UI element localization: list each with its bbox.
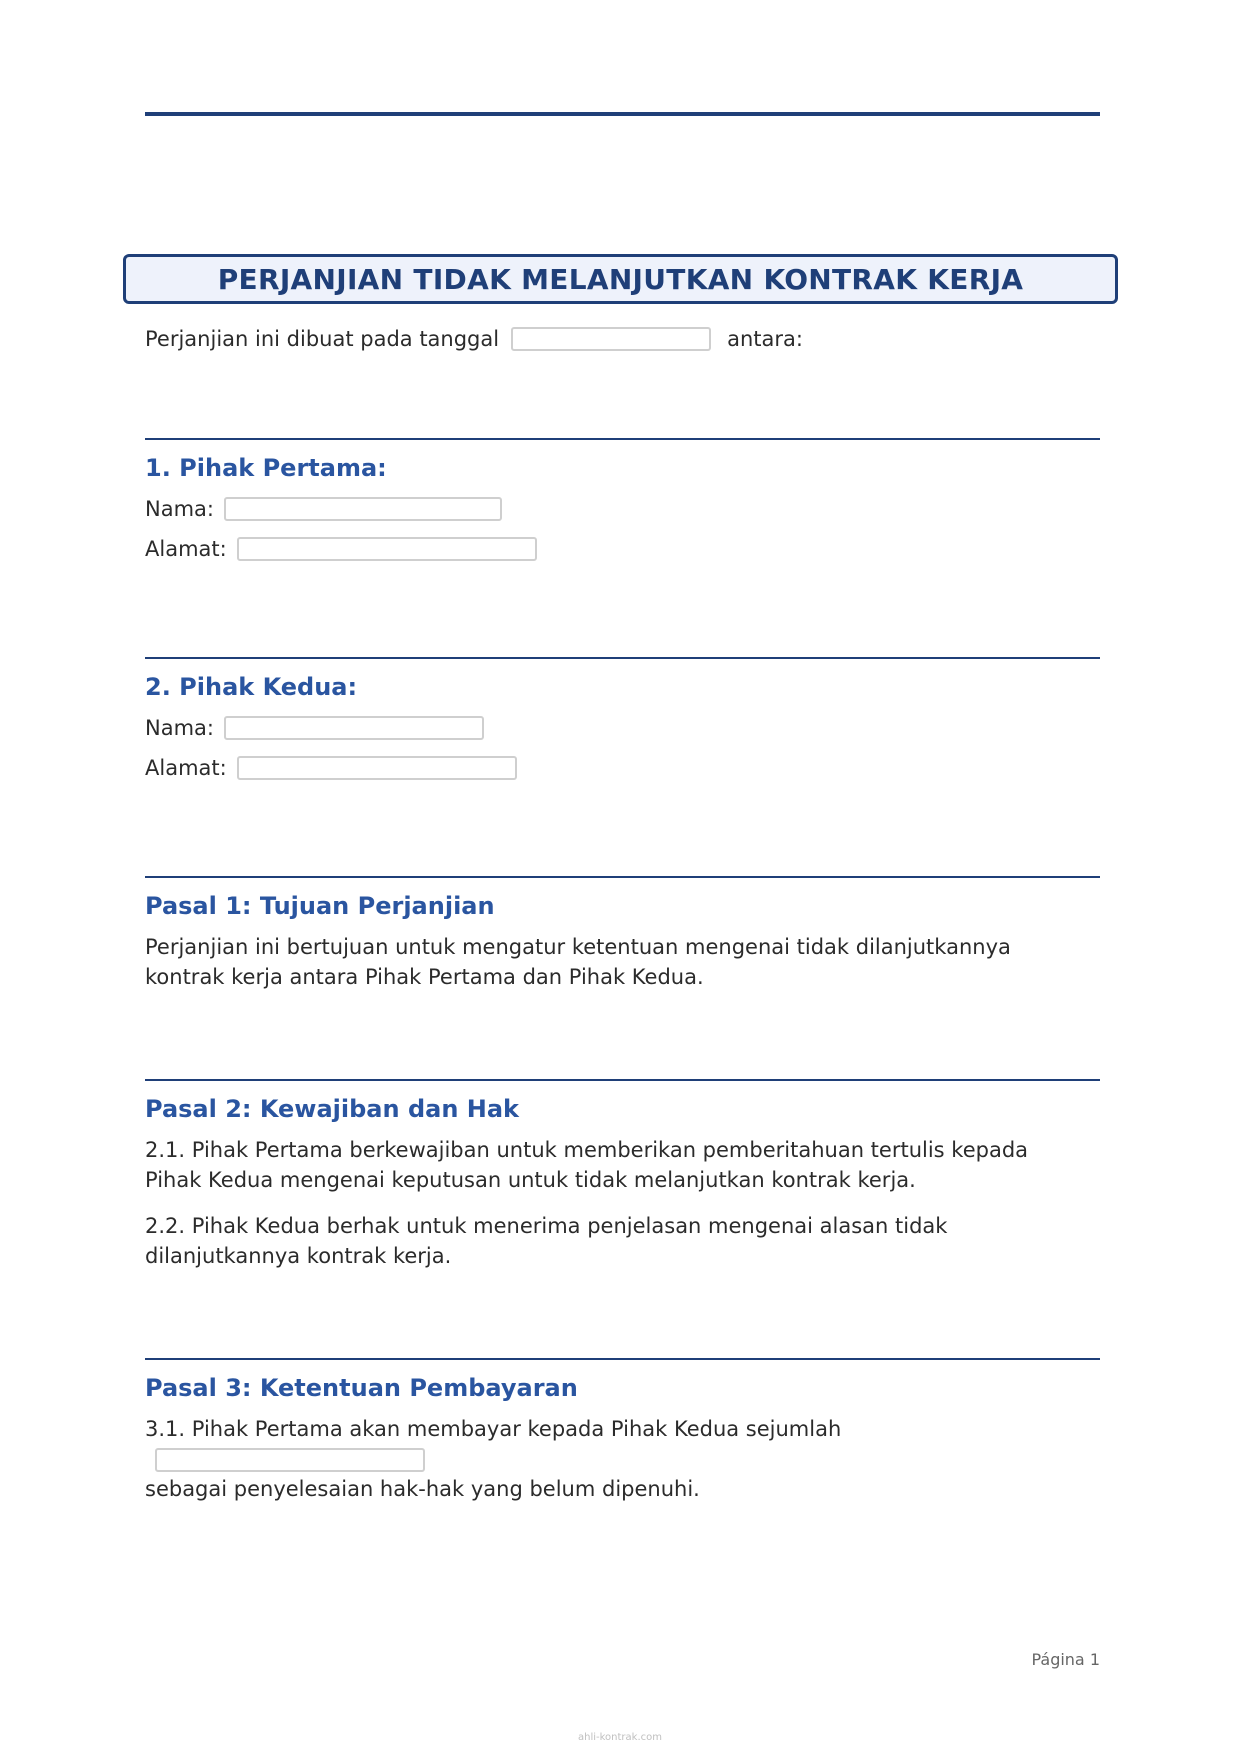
- pihak-kedua-alamat-row: [145, 753, 1100, 783]
- pihak-pertama-nama-row: [145, 494, 1100, 524]
- document-title: PERJANJIAN TIDAK MELANJUTKAN KONTRAK KERJA: [217, 262, 1024, 296]
- section-pihak-pertama: [145, 438, 1100, 564]
- section-divider: [145, 1079, 1100, 1081]
- section-heading: Pasal 3: Ketentuan Pembayaran: [145, 1374, 578, 1402]
- section-divider: [145, 438, 1100, 440]
- pihak-kedua-nama-row: [145, 713, 1100, 743]
- pihak-pertama-alamat-field[interactable]: [237, 537, 537, 561]
- pihak-pertama-nama-field[interactable]: [224, 497, 502, 521]
- section-heading: 1. Pihak Pertama:: [145, 454, 387, 482]
- pasal-1-text: Perjanjian ini bertujuan untuk mengatur ketentuan mengenai tidak dilanjutkannya kontrak kerja antara Pihak Pertama dan Pihak Kedua.: [145, 935, 1011, 989]
- section-pasal-3: [145, 1358, 1100, 1504]
- pasal-3-1-text-after: sebagai penyelesaian hak-hak yang belum dipenuhi.: [145, 1477, 700, 1501]
- section-divider: [145, 876, 1100, 878]
- pasal-2-2-text: 2.2. Pihak Kedua berhak untuk menerima penjelasan mengenai alasan tidak dilanjutkannya kontrak kerja.: [145, 1214, 948, 1268]
- section-pihak-kedua: [145, 657, 1100, 783]
- alamat-label: Alamat:: [145, 537, 227, 561]
- intro-line: [145, 324, 803, 354]
- nama-label: Nama:: [145, 497, 214, 521]
- footer-watermark: ahli-kontrak.com: [577, 1732, 662, 1743]
- section-pasal-2: [145, 1079, 1100, 1271]
- pihak-kedua-alamat-field[interactable]: [237, 756, 517, 780]
- pasal-3-1-paragraph: [145, 1414, 1080, 1504]
- pihak-kedua-nama-field[interactable]: [224, 716, 484, 740]
- amount-field[interactable]: [155, 1448, 425, 1472]
- intro-text-before: Perjanjian ini dibuat pada tanggal: [145, 327, 500, 351]
- date-field[interactable]: [511, 327, 711, 351]
- intro-text-after: antara:: [727, 327, 803, 351]
- pasal-3-1-text-before: 3.1. Pihak Pertama akan membayar kepada Pihak Kedua sejumlah: [145, 1417, 842, 1441]
- alamat-label: Alamat:: [145, 756, 227, 780]
- pihak-pertama-alamat-row: [145, 534, 1100, 564]
- header-rule: [145, 112, 1100, 116]
- section-divider: [145, 1358, 1100, 1360]
- section-heading: 2. Pihak Kedua:: [145, 673, 358, 701]
- pasal-2-1-text: 2.1. Pihak Pertama berkewajiban untuk memberikan pemberitahuan tertulis kepada Pihak Kedua mengenai keputusan untuk tidak melanjutkan kontrak kerja.: [145, 1138, 1029, 1192]
- document-title-box: [123, 254, 1118, 304]
- section-divider: [145, 657, 1100, 659]
- nama-label: Nama:: [145, 716, 214, 740]
- section-pasal-1: [145, 876, 1100, 992]
- section-heading: Pasal 2: Kewajiban dan Hak: [145, 1095, 520, 1123]
- page-number: Página 1: [1031, 1650, 1100, 1669]
- section-heading: Pasal 1: Tujuan Perjanjian: [145, 892, 495, 920]
